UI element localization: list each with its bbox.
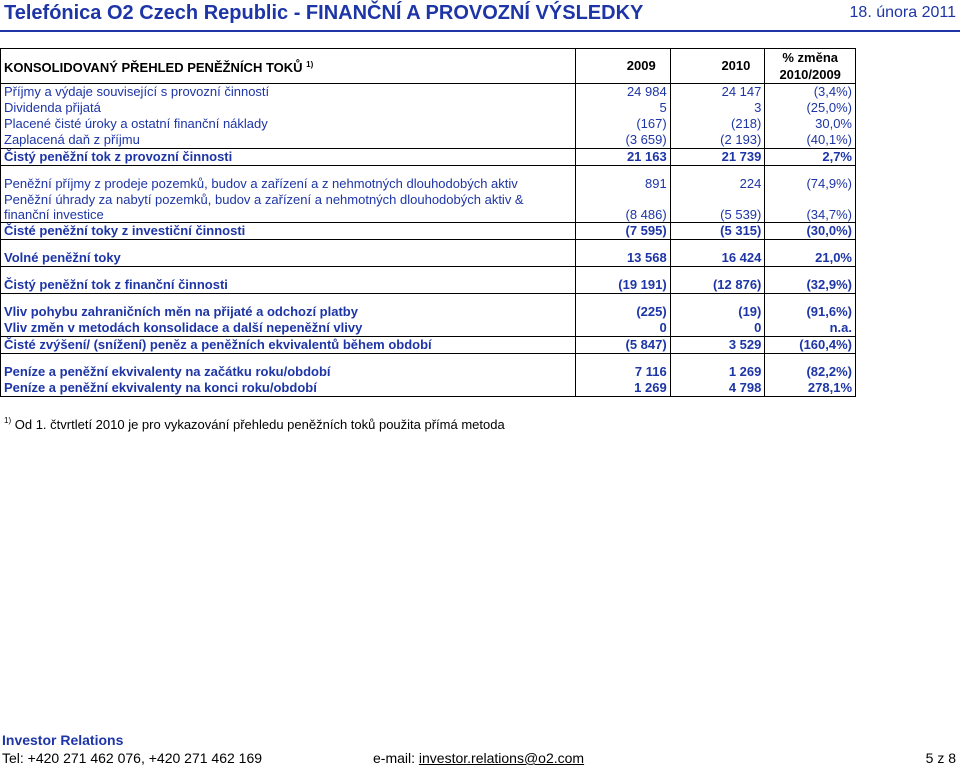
table-heading: KONSOLIDOVANÝ PŘEHLED PENĚŽNÍCH TOKŮ $^{1)}$ <box>1 49 576 84</box>
col-header-2009: 2009 <box>576 49 671 84</box>
footer-email: e-mail: investor.relations@o2.com <box>373 750 585 766</box>
table-row-subtotal: Čistý peněžní tok z finanční činnosti (19 191) (12 876) (32,9%) <box>1 277 856 294</box>
cash-flow-table <box>0 48 856 397</box>
table-row: Vliv pohybu zahraničních měn na přijaté a odchozí platby (225) (19) (91,6%) <box>1 304 856 320</box>
table-row-subtotal: Čistý peněžní tok z provozní činnosti 21 163 21 739 2,7% <box>1 149 856 166</box>
footer-phone: Tel: +420 271 462 076, +420 271 462 169 <box>2 750 263 766</box>
row-spacer <box>1 166 856 177</box>
table-row-subtotal: Čisté zvýšení/ (snížení) peněz a peněžních ekvivalentů během období (5 847) 3 529 (160,4%) <box>1 337 856 354</box>
footer-department: Investor Relations <box>2 732 124 748</box>
table-row: Placené čisté úroky a ostatní finanční náklady (167) (218) 30,0% <box>1 116 856 132</box>
table-row-subtotal: Volné peněžní toky 13 568 16 424 21,0% <box>1 250 856 267</box>
table-row: Peněžní příjmy z prodeje pozemků, budov a zařízení a z nehmotných dlouhodobých aktiv 891 224 (74,9%) <box>1 176 856 192</box>
row-spacer <box>1 354 856 365</box>
table-header-row <box>1 49 856 84</box>
report-title: Telefónica O2 Czech Republic - FINANČNÍ A PROVOZNÍ VÝSLEDKY <box>4 2 644 24</box>
table-row: Zaplacená daň z příjmu (3 659) (2 193) (40,1%) <box>1 132 856 149</box>
footnote <box>4 416 505 432</box>
report-date: 18. února 2011 <box>849 4 956 21</box>
table-heading-footnote-ref: 1) <box>306 59 314 69</box>
table-row: Peníze a peněžní ekvivalenty na začátku roku/období 7 116 1 269 (82,2%) <box>1 364 856 380</box>
col-header-2010: 2010 <box>670 49 765 84</box>
table-row: Příjmy a výdaje související s provozní činností 24 984 24 147 (3,4%) <box>1 84 856 101</box>
table-row-subtotal: Čisté peněžní toky z investiční činnosti (7 595) (5 315) (30,0%) <box>1 223 856 240</box>
footnote-text: Od 1. čtvrtletí 2010 je pro vykazování přehledu peněžních toků použita přímá metoda <box>14 417 505 432</box>
table-row: Peněžní úhrady za nabytí pozemků, budov a zařízení a nehmotných dlouhodobých aktiv & finanční investice (8 486) (5 539) (34,7%) <box>1 192 856 223</box>
table-row: Dividenda přijatá 5 3 (25,0%) <box>1 100 856 116</box>
footnote-marker: 1) <box>4 416 12 425</box>
row-spacer <box>1 240 856 251</box>
row-spacer <box>1 267 856 278</box>
table-row: Peníze a peněžní ekvivalenty na konci roku/období 1 269 4 798 278,1% <box>1 380 856 397</box>
col-header-change: % změna 2010/2009 <box>765 49 856 84</box>
header-divider <box>0 30 960 32</box>
page-header <box>0 0 960 30</box>
page-footer <box>0 730 960 768</box>
page-number: 5 z 8 <box>925 750 956 766</box>
row-spacer <box>1 294 856 305</box>
table-row: Vliv změn v metodách konsolidace a další nepeněžní vlivy 0 0 n.a. <box>1 320 856 337</box>
email-link[interactable]: investor.relations@o2.com <box>418 750 585 766</box>
